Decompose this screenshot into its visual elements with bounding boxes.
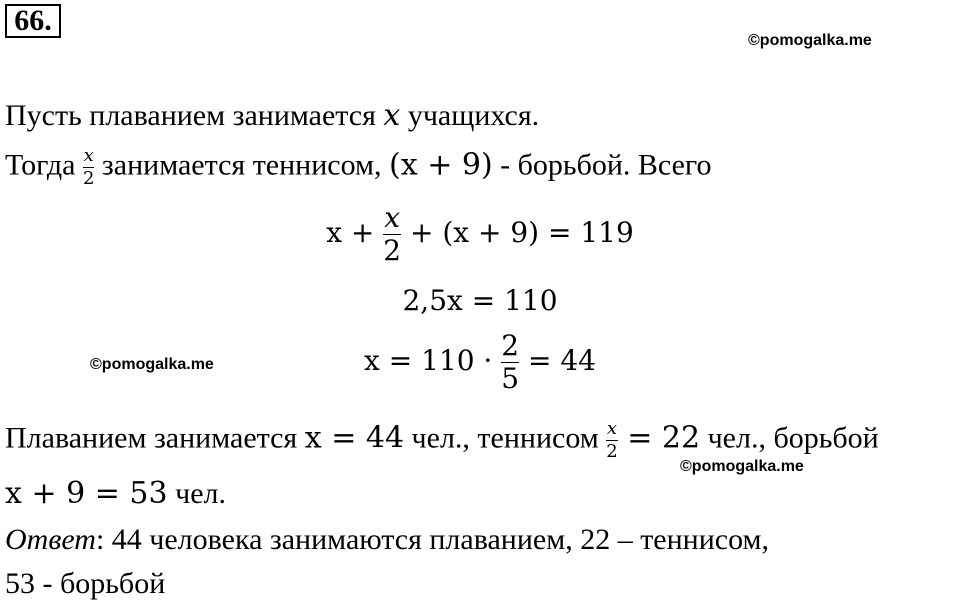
line1-var: x bbox=[383, 98, 401, 133]
text-line-2 bbox=[5, 147, 711, 188]
line2-expr: (x + 9) bbox=[389, 147, 493, 183]
watermark-middle: ©pomogalka.me bbox=[90, 356, 214, 373]
line2-pre: Тогда bbox=[5, 148, 83, 182]
text-line-3: Плаванием занимается x = 44 чел., теннисом $\frac{x}{2}$ = 22 чел., борьбой bbox=[5, 418, 879, 462]
equation-2: 2,5x = 110 bbox=[402, 284, 558, 317]
text-line-1 bbox=[5, 98, 539, 134]
answer-line bbox=[5, 522, 769, 558]
answer-label: Ответ bbox=[5, 523, 96, 556]
watermark-top: ©pomogalka.me bbox=[748, 32, 872, 49]
answer-line-2: 53 - борьбой bbox=[5, 567, 166, 600]
text-line-4: x + 9 = 53 чел. bbox=[5, 476, 226, 511]
watermark-bottom: ©pomogalka.me bbox=[680, 458, 804, 475]
equation-3: x = 110 · $\frac{2}{5}$ = 44 bbox=[364, 329, 596, 395]
problem-number: 66. bbox=[5, 4, 61, 38]
answer-text: : 44 человека занимаются плаванием, 22 – теннисом, bbox=[95, 523, 770, 556]
fraction-x-over-2: $\frac{x}{2}$ bbox=[383, 201, 402, 267]
line1-post: учащихся. bbox=[400, 99, 540, 132]
line2-mid: занимается теннисом, bbox=[94, 148, 390, 182]
line2-post: - борьбой. Всего bbox=[492, 148, 712, 182]
fraction-x-over-2: $\frac{x}{2}$ bbox=[82, 145, 95, 189]
equation-1: x + $\frac{x}{2}$ + (x + 9) = 119 bbox=[326, 201, 634, 267]
fraction-2-over-5: $\frac{2}{5}$ bbox=[501, 329, 520, 395]
fraction-x-over-2: $\frac{x}{2}$ bbox=[606, 418, 618, 462]
line1-pre: Пусть плаванием занимается bbox=[5, 99, 384, 132]
line3-expr: x = 44 bbox=[304, 420, 405, 456]
